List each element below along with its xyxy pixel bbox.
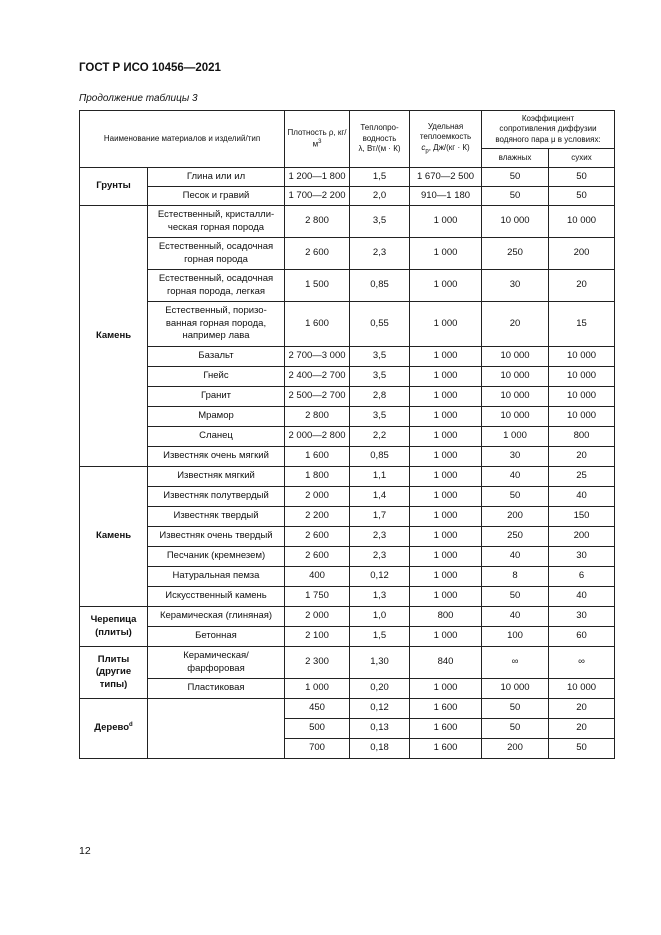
cell-name-empty bbox=[148, 699, 285, 759]
table-row bbox=[80, 168, 615, 187]
cell-wet: 10 000 bbox=[482, 387, 549, 407]
cell-wet: 10 000 bbox=[482, 206, 549, 238]
cell-dry: 50 bbox=[549, 168, 615, 187]
cell-cp: 800 bbox=[410, 607, 482, 627]
cell-lambda: 0,55 bbox=[350, 302, 410, 347]
cell-wet: 10 000 bbox=[482, 367, 549, 387]
cell-lambda: 0,12 bbox=[350, 567, 410, 587]
header-density: Плотность ρ, $кг/м^3$ bbox=[285, 111, 350, 168]
cell-lambda: 2,0 bbox=[350, 187, 410, 206]
cell-dry: 40 bbox=[549, 487, 615, 507]
table-row bbox=[80, 427, 615, 447]
cell-cp: 1 000 bbox=[410, 507, 482, 527]
cell-cp: 1 000 bbox=[410, 447, 482, 467]
table-row bbox=[80, 679, 615, 699]
cell-density: 2 700—3 000 bbox=[285, 347, 350, 367]
group-label-wood: Дерево$^d$ bbox=[80, 699, 148, 759]
cell-density: 2 600 bbox=[285, 527, 350, 547]
cell-wet: 200 bbox=[482, 739, 549, 759]
table-row bbox=[80, 527, 615, 547]
table-row bbox=[80, 347, 615, 367]
cell-wet: 50 bbox=[482, 187, 549, 206]
cell-density: 1 600 bbox=[285, 447, 350, 467]
cell-cp: 1 000 bbox=[410, 302, 482, 347]
cell-name: Естественный, осадочная горная порода, легкая bbox=[148, 270, 285, 302]
cell-lambda: 1,3 bbox=[350, 587, 410, 607]
cell-cp: 910—1 180 bbox=[410, 187, 482, 206]
cell-name: Известняк мягкий bbox=[148, 467, 285, 487]
cell-cp: 1 000 bbox=[410, 347, 482, 367]
header-heat-capacity: Удельная теплоемкость $c_p$, Дж/(кг · К) bbox=[410, 111, 482, 168]
cell-density: 2 200 bbox=[285, 507, 350, 527]
group-label-stone: Камень bbox=[80, 206, 148, 467]
cell-lambda: 2,3 bbox=[350, 527, 410, 547]
cell-lambda: 2,2 bbox=[350, 427, 410, 447]
cell-density: 1 750 bbox=[285, 587, 350, 607]
cell-cp: 1 000 bbox=[410, 487, 482, 507]
table-row bbox=[80, 302, 615, 347]
cell-name: Гранит bbox=[148, 387, 285, 407]
table-row bbox=[80, 647, 615, 679]
cell-dry: 20 bbox=[549, 270, 615, 302]
table-row bbox=[80, 547, 615, 567]
cell-dry: 20 bbox=[549, 699, 615, 719]
table-row bbox=[80, 206, 615, 238]
header-diffusion-coefficient: Коэффициент сопротивления диффузии водяного пара μ в условиях: bbox=[482, 111, 615, 149]
materials-table bbox=[79, 110, 615, 759]
cell-cp: 1 000 bbox=[410, 567, 482, 587]
cell-cp: 1 000 bbox=[410, 527, 482, 547]
cell-density: 2 300 bbox=[285, 647, 350, 679]
cell-density: 2 800 bbox=[285, 407, 350, 427]
cell-dry: 6 bbox=[549, 567, 615, 587]
cell-lambda: 2,3 bbox=[350, 547, 410, 567]
cell-wet: 30 bbox=[482, 270, 549, 302]
cell-name: Естественный, кристалли- ческая горная порода bbox=[148, 206, 285, 238]
table-row bbox=[80, 367, 615, 387]
table-row bbox=[80, 627, 615, 647]
cell-density: 1 800 bbox=[285, 467, 350, 487]
cell-cp: 1 000 bbox=[410, 270, 482, 302]
cell-dry: 30 bbox=[549, 607, 615, 627]
cell-cp: 1 000 bbox=[410, 427, 482, 447]
cell-dry: 20 bbox=[549, 719, 615, 739]
cell-lambda: 0,85 bbox=[350, 270, 410, 302]
cell-name: Известняк твердый bbox=[148, 507, 285, 527]
cell-lambda: 0,20 bbox=[350, 679, 410, 699]
cell-density: 2 600 bbox=[285, 547, 350, 567]
cell-lambda: 2,8 bbox=[350, 387, 410, 407]
cell-lambda: 3,5 bbox=[350, 206, 410, 238]
cell-density: 2 500—2 700 bbox=[285, 387, 350, 407]
cell-density: 2 800 bbox=[285, 206, 350, 238]
cell-wet: 50 bbox=[482, 587, 549, 607]
table-row bbox=[80, 270, 615, 302]
cell-density: 2 100 bbox=[285, 627, 350, 647]
cell-lambda: 1,7 bbox=[350, 507, 410, 527]
cell-lambda: 1,1 bbox=[350, 467, 410, 487]
cell-wet: 8 bbox=[482, 567, 549, 587]
cell-cp: 1 000 bbox=[410, 387, 482, 407]
cell-name: Известняк очень твердый bbox=[148, 527, 285, 547]
cell-dry: 10 000 bbox=[549, 347, 615, 367]
cell-cp: 1 600 bbox=[410, 739, 482, 759]
cell-dry: 40 bbox=[549, 587, 615, 607]
cell-lambda: 1,30 bbox=[350, 647, 410, 679]
cell-cp: 1 000 bbox=[410, 206, 482, 238]
cell-cp: 1 600 bbox=[410, 719, 482, 739]
cell-dry: 10 000 bbox=[549, 407, 615, 427]
cell-cp: 1 000 bbox=[410, 407, 482, 427]
cell-dry: 15 bbox=[549, 302, 615, 347]
cell-cp: 1 000 bbox=[410, 627, 482, 647]
cell-lambda: 1,0 bbox=[350, 607, 410, 627]
cell-dry: 200 bbox=[549, 238, 615, 270]
cell-cp: 840 bbox=[410, 647, 482, 679]
table-row bbox=[80, 387, 615, 407]
cell-density: 2 600 bbox=[285, 238, 350, 270]
group-label-stone-2: Камень bbox=[80, 467, 148, 607]
cell-dry: 10 000 bbox=[549, 206, 615, 238]
cell-density: 1 000 bbox=[285, 679, 350, 699]
cell-cp: 1 000 bbox=[410, 547, 482, 567]
cell-wet: 40 bbox=[482, 547, 549, 567]
cell-dry: 10 000 bbox=[549, 387, 615, 407]
cell-dry: 10 000 bbox=[549, 679, 615, 699]
cell-density: 2 400—2 700 bbox=[285, 367, 350, 387]
cell-wet: 40 bbox=[482, 607, 549, 627]
cell-dry: 10 000 bbox=[549, 367, 615, 387]
cell-dry: 50 bbox=[549, 739, 615, 759]
cell-name: Песок и гравий bbox=[148, 187, 285, 206]
cell-dry: 20 bbox=[549, 447, 615, 467]
table-row bbox=[80, 607, 615, 627]
cell-density: 2 000 bbox=[285, 607, 350, 627]
cell-dry: 200 bbox=[549, 527, 615, 547]
cell-name: Мрамор bbox=[148, 407, 285, 427]
table-row bbox=[80, 187, 615, 206]
cell-wet: 50 bbox=[482, 719, 549, 739]
group-label-soil: Грунты bbox=[80, 168, 148, 206]
cell-wet: 100 bbox=[482, 627, 549, 647]
cell-wet: 50 bbox=[482, 699, 549, 719]
cell-cp: 1 600 bbox=[410, 699, 482, 719]
cell-wet: 10 000 bbox=[482, 407, 549, 427]
cell-lambda: 3,5 bbox=[350, 407, 410, 427]
table-row bbox=[80, 238, 615, 270]
cell-wet: 40 bbox=[482, 467, 549, 487]
cell-name: Глина или ил bbox=[148, 168, 285, 187]
cell-wet: 250 bbox=[482, 527, 549, 547]
table-row bbox=[80, 507, 615, 527]
cell-wet: 250 bbox=[482, 238, 549, 270]
cell-dry: 60 bbox=[549, 627, 615, 647]
table-row bbox=[80, 587, 615, 607]
table-row bbox=[80, 567, 615, 587]
cell-cp: 1 000 bbox=[410, 587, 482, 607]
document-title: ГОСТ Р ИСО 10456—2021 bbox=[79, 62, 221, 74]
cell-lambda: 1,4 bbox=[350, 487, 410, 507]
header-conductivity: Теплопро- водность λ, Вт/(м · К) bbox=[350, 111, 410, 168]
cell-name: Естественный, осадочная горная порода bbox=[148, 238, 285, 270]
table-row bbox=[80, 447, 615, 467]
page-number: 12 bbox=[79, 845, 91, 857]
cell-dry: 800 bbox=[549, 427, 615, 447]
cell-name: Искусственный камень bbox=[148, 587, 285, 607]
cell-wet: ∞ bbox=[482, 647, 549, 679]
cell-wet: 10 000 bbox=[482, 679, 549, 699]
table-header-row bbox=[80, 111, 615, 149]
cell-wet: 1 000 bbox=[482, 427, 549, 447]
cell-density: 1 600 bbox=[285, 302, 350, 347]
cell-dry: 25 bbox=[549, 467, 615, 487]
cell-lambda: 0,85 bbox=[350, 447, 410, 467]
cell-wet: 10 000 bbox=[482, 347, 549, 367]
cell-density: 450 bbox=[285, 699, 350, 719]
cell-lambda: 3,5 bbox=[350, 367, 410, 387]
cell-name: Бетонная bbox=[148, 627, 285, 647]
cell-name: Гнейс bbox=[148, 367, 285, 387]
cell-name: Пластиковая bbox=[148, 679, 285, 699]
cell-lambda: 0,18 bbox=[350, 739, 410, 759]
cell-cp: 1 000 bbox=[410, 679, 482, 699]
cell-cp: 1 000 bbox=[410, 467, 482, 487]
table-row bbox=[80, 699, 615, 719]
cell-lambda: 1,5 bbox=[350, 168, 410, 187]
cell-name: Керамическая (глиняная) bbox=[148, 607, 285, 627]
cell-wet: 50 bbox=[482, 487, 549, 507]
header-name: Наименование материалов и изделий/тип bbox=[80, 111, 285, 168]
cell-wet: 30 bbox=[482, 447, 549, 467]
cell-wet: 50 bbox=[482, 168, 549, 187]
header-wet: влажных bbox=[482, 149, 549, 168]
cell-name: Известняк очень мягкий bbox=[148, 447, 285, 467]
cell-dry: 150 bbox=[549, 507, 615, 527]
table-row bbox=[80, 467, 615, 487]
group-label-tiles: Черепица (плиты) bbox=[80, 607, 148, 647]
cell-lambda: 1,5 bbox=[350, 627, 410, 647]
cell-cp: 1 670—2 500 bbox=[410, 168, 482, 187]
header-dry: сухих bbox=[549, 149, 615, 168]
cell-density: 400 bbox=[285, 567, 350, 587]
cell-name: Песчаник (кремнезем) bbox=[148, 547, 285, 567]
cell-lambda: 2,3 bbox=[350, 238, 410, 270]
cell-wet: 20 bbox=[482, 302, 549, 347]
group-label-slabs: Плиты (другие типы) bbox=[80, 647, 148, 699]
cell-name: Естественный, поризо- ванная горная порода, например лава bbox=[148, 302, 285, 347]
cell-dry: ∞ bbox=[549, 647, 615, 679]
cell-dry: 30 bbox=[549, 547, 615, 567]
cell-name: Известняк полутвердый bbox=[148, 487, 285, 507]
cell-density: 500 bbox=[285, 719, 350, 739]
cell-lambda: 3,5 bbox=[350, 347, 410, 367]
cell-cp: 1 000 bbox=[410, 238, 482, 270]
table-row bbox=[80, 407, 615, 427]
table-caption: Продолжение таблицы 3 bbox=[79, 93, 198, 104]
cell-lambda: 0,12 bbox=[350, 699, 410, 719]
cell-name: Керамическая/ фарфоровая bbox=[148, 647, 285, 679]
cell-name: Сланец bbox=[148, 427, 285, 447]
cell-density: 2 000 bbox=[285, 487, 350, 507]
cell-density: 1 200—1 800 bbox=[285, 168, 350, 187]
cell-density: 2 000—2 800 bbox=[285, 427, 350, 447]
table-row bbox=[80, 487, 615, 507]
cell-name: Базальт bbox=[148, 347, 285, 367]
cell-wet: 200 bbox=[482, 507, 549, 527]
cell-dry: 50 bbox=[549, 187, 615, 206]
cell-cp: 1 000 bbox=[410, 367, 482, 387]
cell-density: 700 bbox=[285, 739, 350, 759]
cell-density: 1 500 bbox=[285, 270, 350, 302]
cell-lambda: 0,13 bbox=[350, 719, 410, 739]
cell-name: Натуральная пемза bbox=[148, 567, 285, 587]
cell-density: 1 700—2 200 bbox=[285, 187, 350, 206]
